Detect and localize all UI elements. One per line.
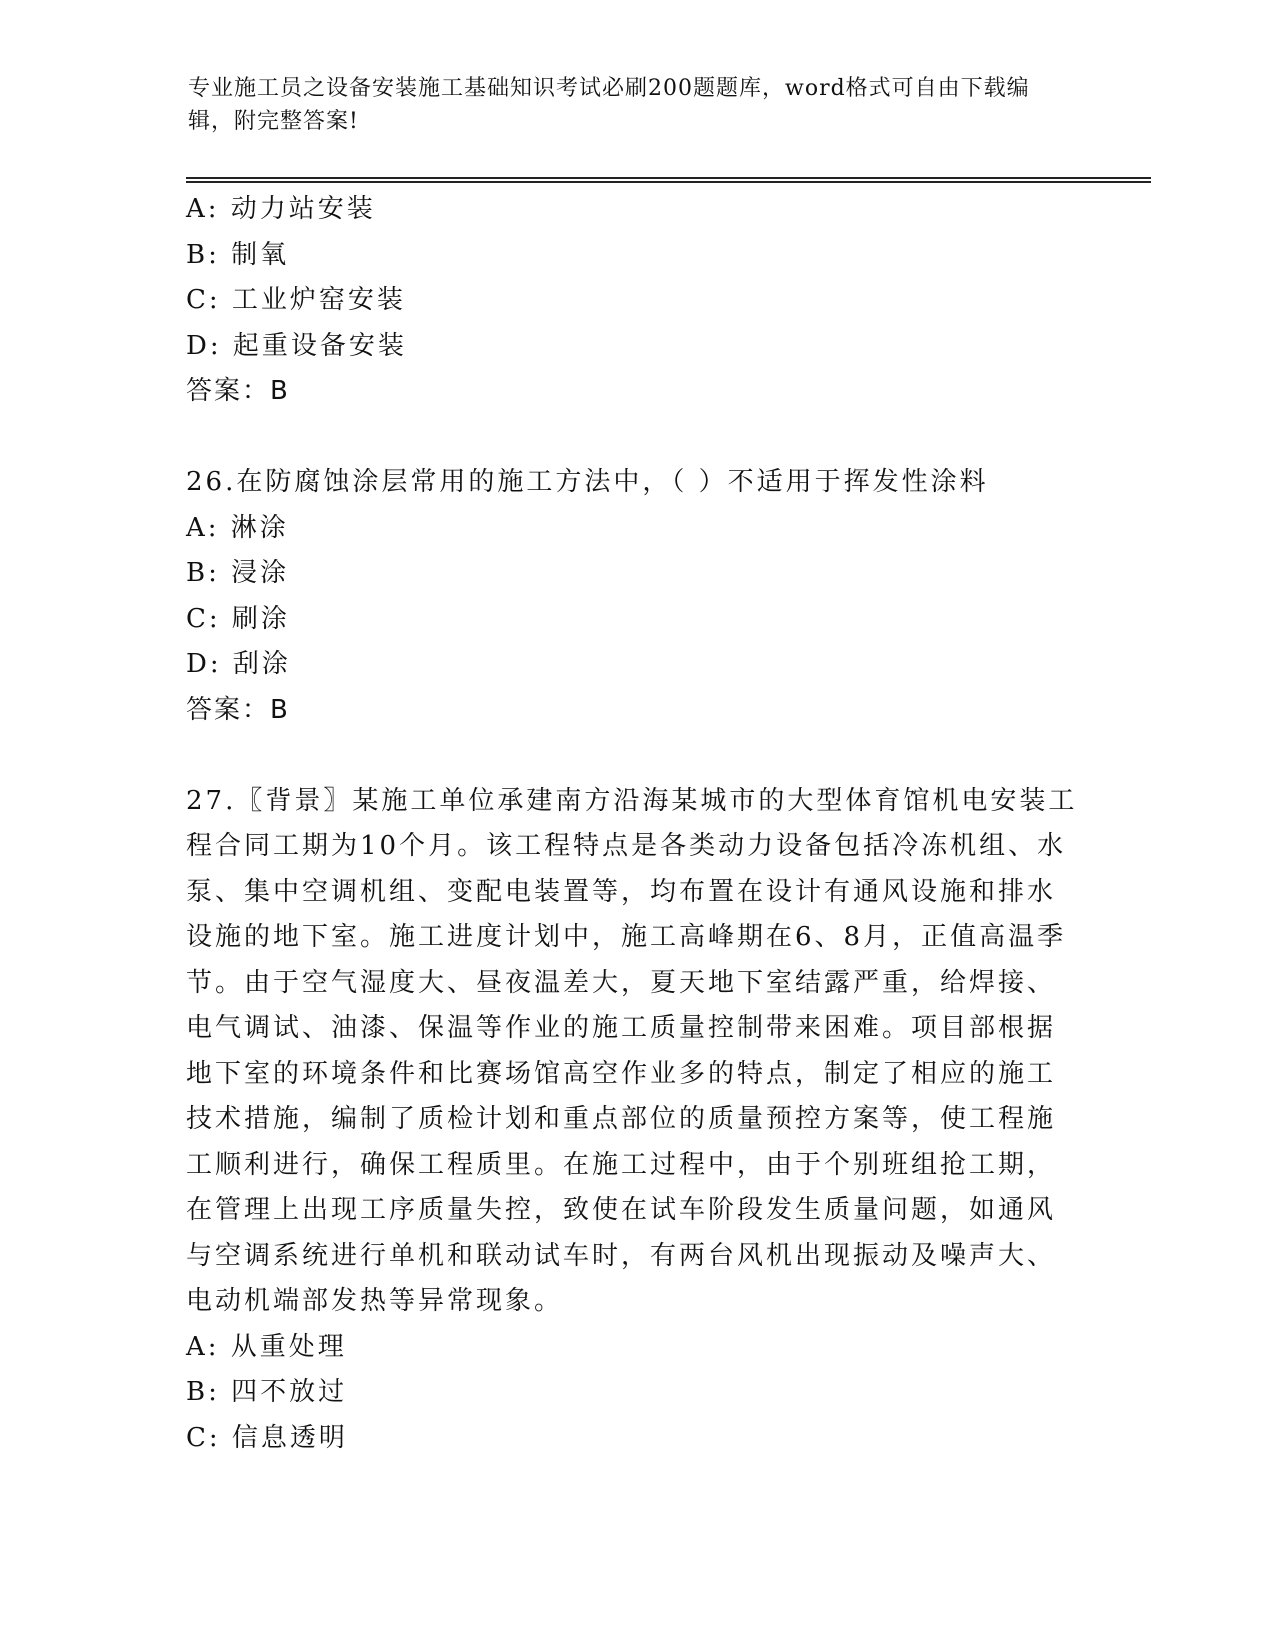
q27-question [186,779,1076,1325]
q25-option-a: A: 动力站安装 [186,194,376,224]
header-divider-top [186,177,1151,179]
question-content [186,187,1076,1461]
spacer [186,733,1076,779]
q26-option-b: B: 浸涂 [186,558,290,588]
q26-option-c: C: 刷涂 [186,603,290,634]
q26-answer: 答案：B [186,694,290,725]
q25-option-b: B: 制氧 [186,239,290,270]
q26-question: 26.在防腐蚀涂层常用的施工方法中，（ ）不适用于挥发性涂料 [186,467,989,497]
q25-option-c: C: 工业炉窑安装 [186,285,406,315]
document-header [188,72,1068,138]
q25-answer: 答案：B [186,376,290,406]
q27-question-line: 设施的地下室。施工进度计划中，施工高峰期在6、8月，正值高温季 [186,922,1067,952]
spacer [186,415,1076,461]
q27-option-c: C: 信息透明 [186,1422,348,1453]
q27-question-line: 技术措施，编制了质检计划和重点部位的质量预控方案等，使工程施 [186,1104,1057,1134]
q25-option-d: D: 起重设备安装 [186,330,407,361]
q27-question-line: 工顺利进行，确保工程质里。在施工过程中，由于个别班组抢工期， [186,1149,1057,1180]
header-title: 专业施工员之设备安装施工基础知识考试必刷200题题库，word格式可自由下载编辑，附完整答案! [188,76,1030,134]
q27-question-line: 节。由于空气湿度大、昼夜温差大，夏天地下室结露严重，给焊接、 [186,967,1057,998]
q27-question-line: 与空调系统进行单机和联动试车时，有两台风机出现振动及噪声大、 [186,1240,1057,1271]
q26-option-a: A: 淋涂 [186,512,289,543]
q27-option-b: B: 四不放过 [186,1377,348,1407]
q26-option-d: D: 刮涂 [186,649,291,679]
q27-question-line: 泵、集中空调机组、变配电装置等，均布置在设计有通风设施和排水 [186,876,1057,907]
q27-question-line: 程合同工期为10个月。该工程特点是各类动力设备包括冷冻机组、水 [186,831,1067,861]
q27-question-line: 27.〖背景〗某施工单位承建南方沿海某城市的大型体育馆机电安装工 [186,785,1078,816]
q27-question-line: 在管理上出现工序质量失控，致使在试车阶段发生质量问题，如通风 [186,1195,1057,1225]
q27-option-a: A: 从重处理 [186,1331,347,1362]
q27-question-line: 电动机端部发热等异常现象。 [186,1286,564,1316]
q27-question-line: 地下室的环境条件和比赛场馆高空作业多的特点，制定了相应的施工 [186,1058,1057,1089]
header-divider-bottom [186,181,1151,183]
q27-question-line: 电气调试、油漆、保温等作业的施工质量控制带来困难。项目部根据 [186,1013,1057,1043]
